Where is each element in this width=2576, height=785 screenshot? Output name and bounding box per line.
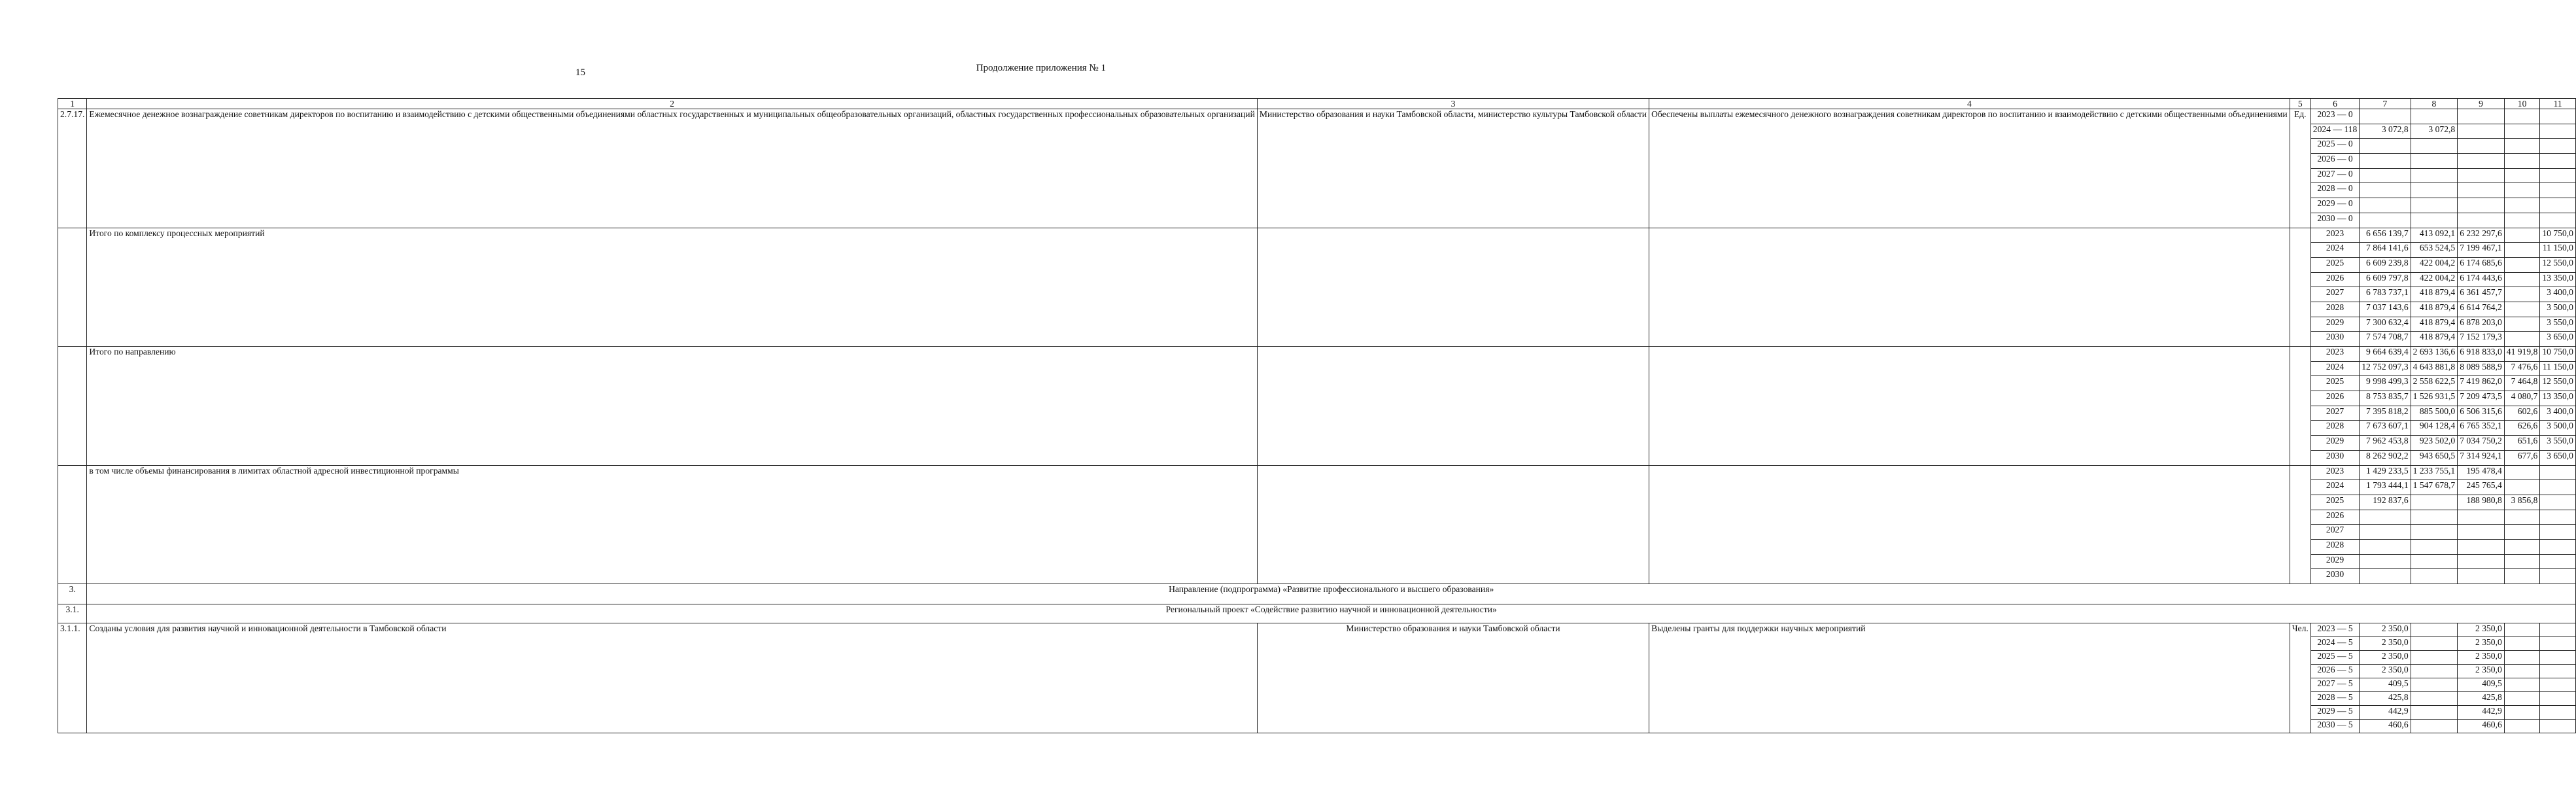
row-executor bbox=[1257, 228, 1649, 347]
value-cell bbox=[2540, 124, 2576, 139]
value-cell: 9 664 639,4 bbox=[2360, 347, 2411, 362]
value-cell: 7 395 818,2 bbox=[2360, 406, 2411, 421]
value-cell bbox=[2504, 539, 2540, 554]
value-cell: 6 614 764,2 bbox=[2458, 302, 2505, 317]
value-cell: 6 918 833,0 bbox=[2458, 347, 2505, 362]
value-cell: 651,6 bbox=[2504, 436, 2540, 451]
value-cell: 41 919,8 bbox=[2504, 347, 2540, 362]
value-cell bbox=[2411, 168, 2458, 183]
year-cell: 2029 — 0 bbox=[2310, 198, 2359, 213]
value-cell bbox=[2540, 569, 2576, 584]
value-cell: 425,8 bbox=[2458, 692, 2505, 706]
row-name: в том числе объемы финансирования в лимитах областной адресной инвестиционной программы bbox=[87, 465, 1257, 584]
continuation-note: Продолжение приложения № 1 bbox=[976, 63, 1106, 73]
year-cell: 2030 bbox=[2310, 332, 2359, 347]
value-cell bbox=[2504, 465, 2540, 480]
value-cell: 460,6 bbox=[2360, 720, 2411, 733]
value-cell bbox=[2540, 495, 2576, 510]
value-cell bbox=[2540, 554, 2576, 569]
value-cell: 1 547 678,7 bbox=[2411, 480, 2458, 495]
column-number-1: 1 bbox=[58, 99, 87, 109]
value-cell bbox=[2411, 554, 2458, 569]
year-cell: 2028 — 5 bbox=[2310, 692, 2359, 706]
value-cell bbox=[2360, 569, 2411, 584]
value-cell: 442,9 bbox=[2360, 706, 2411, 720]
value-cell bbox=[2411, 623, 2458, 637]
value-cell: 10 750,0 bbox=[2540, 347, 2576, 362]
column-number-9: 9 bbox=[2458, 99, 2505, 109]
value-cell bbox=[2504, 510, 2540, 525]
value-cell bbox=[2504, 692, 2540, 706]
column-number-row bbox=[58, 99, 2576, 109]
year-cell: 2023 bbox=[2310, 228, 2359, 243]
value-cell bbox=[2504, 154, 2540, 169]
value-cell bbox=[2504, 124, 2540, 139]
value-cell: 188 980,8 bbox=[2458, 495, 2505, 510]
row-code bbox=[58, 465, 87, 584]
value-cell: 8 262 902,2 bbox=[2360, 450, 2411, 465]
value-cell bbox=[2360, 154, 2411, 169]
value-cell: 422 004,2 bbox=[2411, 272, 2458, 287]
value-cell bbox=[2504, 302, 2540, 317]
year-cell: 2027 bbox=[2310, 287, 2359, 302]
value-cell bbox=[2458, 124, 2505, 139]
value-cell bbox=[2540, 213, 2576, 228]
value-cell bbox=[2540, 623, 2576, 637]
value-cell: 418 879,4 bbox=[2411, 287, 2458, 302]
value-cell: 7 199 467,1 bbox=[2458, 243, 2505, 258]
value-cell bbox=[2360, 510, 2411, 525]
value-cell: 3 550,0 bbox=[2540, 317, 2576, 332]
value-cell: 7 314 924,1 bbox=[2458, 450, 2505, 465]
row-code: 2.7.17. bbox=[58, 109, 87, 228]
value-cell bbox=[2458, 183, 2505, 198]
value-cell bbox=[2458, 525, 2505, 540]
value-cell bbox=[2540, 706, 2576, 720]
value-cell bbox=[2411, 154, 2458, 169]
value-cell bbox=[2504, 317, 2540, 332]
value-cell bbox=[2458, 154, 2505, 169]
value-cell bbox=[2360, 525, 2411, 540]
value-cell bbox=[2458, 109, 2505, 124]
year-cell: 2026 — 0 bbox=[2310, 154, 2359, 169]
value-cell bbox=[2504, 272, 2540, 287]
value-cell bbox=[2504, 109, 2540, 124]
value-cell bbox=[2411, 510, 2458, 525]
value-cell: 192 837,6 bbox=[2360, 495, 2411, 510]
value-cell bbox=[2458, 139, 2505, 154]
table-row bbox=[58, 228, 2576, 243]
row-unit bbox=[2290, 228, 2310, 347]
value-cell: 6 609 797,8 bbox=[2360, 272, 2411, 287]
value-cell: 2 350,0 bbox=[2360, 623, 2411, 637]
row-executor bbox=[1257, 465, 1649, 584]
value-cell bbox=[2458, 168, 2505, 183]
value-cell bbox=[2458, 510, 2505, 525]
value-cell bbox=[2540, 651, 2576, 665]
value-cell: 2 350,0 bbox=[2360, 665, 2411, 678]
value-cell: 4 643 881,8 bbox=[2411, 361, 2458, 376]
value-cell: 413 092,1 bbox=[2411, 228, 2458, 243]
value-cell bbox=[2504, 569, 2540, 584]
column-number-10: 10 bbox=[2504, 99, 2540, 109]
value-cell bbox=[2540, 665, 2576, 678]
value-cell: 1 429 233,5 bbox=[2360, 465, 2411, 480]
year-cell: 2029 — 5 bbox=[2310, 706, 2359, 720]
row-name: Итого по направлению bbox=[87, 347, 1257, 466]
year-cell: 2030 — 0 bbox=[2310, 213, 2359, 228]
value-cell bbox=[2504, 651, 2540, 665]
value-cell bbox=[2411, 539, 2458, 554]
value-cell: 8 089 588,9 bbox=[2458, 361, 2505, 376]
value-cell: 6 506 315,6 bbox=[2458, 406, 2505, 421]
year-cell: 2029 bbox=[2310, 554, 2359, 569]
value-cell bbox=[2540, 539, 2576, 554]
year-cell: 2029 bbox=[2310, 436, 2359, 451]
value-cell bbox=[2458, 569, 2505, 584]
value-cell: 7 464,8 bbox=[2504, 376, 2540, 391]
value-cell bbox=[2411, 109, 2458, 124]
value-cell: 7 300 632,4 bbox=[2360, 317, 2411, 332]
value-cell bbox=[2411, 651, 2458, 665]
row-result: Выделены гранты для поддержки научных мероприятий bbox=[1649, 623, 2290, 733]
year-cell: 2028 — 0 bbox=[2310, 183, 2359, 198]
value-cell bbox=[2360, 554, 2411, 569]
value-cell: 904 128,4 bbox=[2411, 421, 2458, 436]
value-cell bbox=[2360, 213, 2411, 228]
value-cell: 6 783 737,1 bbox=[2360, 287, 2411, 302]
row-executor: Министерство образования и науки Тамбовской области, министерство культуры Тамбовской области bbox=[1257, 109, 1649, 228]
row-executor: Министерство образования и науки Тамбовской области bbox=[1257, 623, 1649, 733]
value-cell: 943 650,5 bbox=[2411, 450, 2458, 465]
value-cell: 3 400,0 bbox=[2540, 287, 2576, 302]
value-cell: 2 558 622,5 bbox=[2411, 376, 2458, 391]
value-cell bbox=[2504, 213, 2540, 228]
table-row bbox=[58, 465, 2576, 480]
value-cell bbox=[2360, 183, 2411, 198]
value-cell bbox=[2540, 510, 2576, 525]
value-cell bbox=[2540, 720, 2576, 733]
column-number-5: 5 bbox=[2290, 99, 2310, 109]
value-cell: 10 750,0 bbox=[2540, 228, 2576, 243]
value-cell: 195 478,4 bbox=[2458, 465, 2505, 480]
value-cell bbox=[2411, 706, 2458, 720]
row-result bbox=[1649, 347, 2290, 466]
value-cell bbox=[2411, 495, 2458, 510]
row-code: 3.1.1. bbox=[58, 623, 87, 733]
value-cell: 6 174 685,6 bbox=[2458, 257, 2505, 272]
page-number: 15 bbox=[575, 67, 585, 78]
column-number-2: 2 bbox=[87, 99, 1257, 109]
value-cell: 12 752 097,3 bbox=[2360, 361, 2411, 376]
value-cell: 12 550,0 bbox=[2540, 376, 2576, 391]
value-cell bbox=[2411, 183, 2458, 198]
value-cell: 11 150,0 bbox=[2540, 361, 2576, 376]
value-cell: 3 500,0 bbox=[2540, 421, 2576, 436]
table-row bbox=[58, 347, 2576, 362]
value-cell: 3 500,0 bbox=[2540, 302, 2576, 317]
year-cell: 2027 — 0 bbox=[2310, 168, 2359, 183]
value-cell: 11 150,0 bbox=[2540, 243, 2576, 258]
value-cell bbox=[2411, 720, 2458, 733]
table-row bbox=[58, 109, 2576, 124]
value-cell bbox=[2504, 554, 2540, 569]
value-cell bbox=[2504, 525, 2540, 540]
value-cell bbox=[2411, 569, 2458, 584]
row-name: Итого по комплексу процессных мероприятий bbox=[87, 228, 1257, 347]
row-name: Ежемесячное денежное вознаграждение советникам директоров по воспитанию и взаимодействию с детскими общественными объединениями областных государственных и муниципальных общеобразовательных организаций, областных государственных профессиональных образовательных организаций bbox=[87, 109, 1257, 228]
row-unit: Чел. bbox=[2290, 623, 2310, 733]
value-cell: 653 524,5 bbox=[2411, 243, 2458, 258]
year-cell: 2028 bbox=[2310, 421, 2359, 436]
value-cell: 245 765,4 bbox=[2458, 480, 2505, 495]
value-cell: 6 765 352,1 bbox=[2458, 421, 2505, 436]
value-cell: 1 233 755,1 bbox=[2411, 465, 2458, 480]
value-cell: 677,6 bbox=[2504, 450, 2540, 465]
value-cell: 3 856,8 bbox=[2504, 495, 2540, 510]
year-cell: 2030 bbox=[2310, 450, 2359, 465]
value-cell: 7 962 453,8 bbox=[2360, 436, 2411, 451]
column-number-7: 7 bbox=[2360, 99, 2411, 109]
value-cell: 418 879,4 bbox=[2411, 317, 2458, 332]
value-cell: 7 209 473,5 bbox=[2458, 391, 2505, 406]
value-cell: 2 350,0 bbox=[2458, 623, 2505, 637]
value-cell bbox=[2411, 525, 2458, 540]
value-cell: 442,9 bbox=[2458, 706, 2505, 720]
value-cell bbox=[2504, 183, 2540, 198]
year-cell: 2024 bbox=[2310, 480, 2359, 495]
value-cell: 9 998 499,3 bbox=[2360, 376, 2411, 391]
subsection-row bbox=[58, 604, 2576, 623]
value-cell: 7 037 143,6 bbox=[2360, 302, 2411, 317]
value-cell bbox=[2540, 109, 2576, 124]
subsection-title: Региональный проект «Содействие развитию научной и инновационной деятельности» bbox=[87, 604, 2576, 623]
year-cell: 2023 — 0 bbox=[2310, 109, 2359, 124]
value-cell: 3 400,0 bbox=[2540, 406, 2576, 421]
value-cell: 13 350,0 bbox=[2540, 391, 2576, 406]
row-unit: Ед. bbox=[2290, 109, 2310, 228]
subsection-code: 3.1. bbox=[58, 604, 87, 623]
year-cell: 2024 — 118 bbox=[2310, 124, 2359, 139]
value-cell bbox=[2360, 198, 2411, 213]
value-cell: 2 693 136,6 bbox=[2411, 347, 2458, 362]
value-cell: 923 502,0 bbox=[2411, 436, 2458, 451]
year-cell: 2025 — 5 bbox=[2310, 651, 2359, 665]
value-cell bbox=[2411, 665, 2458, 678]
value-cell: 12 550,0 bbox=[2540, 257, 2576, 272]
column-number-8: 8 bbox=[2411, 99, 2458, 109]
value-cell: 6 174 443,6 bbox=[2458, 272, 2505, 287]
financing-table bbox=[58, 98, 2576, 733]
row-code bbox=[58, 228, 87, 347]
value-cell: 6 656 139,7 bbox=[2360, 228, 2411, 243]
value-cell: 7 034 750,2 bbox=[2458, 436, 2505, 451]
year-cell: 2027 bbox=[2310, 525, 2359, 540]
value-cell bbox=[2504, 332, 2540, 347]
value-cell: 418 879,4 bbox=[2411, 302, 2458, 317]
year-cell: 2024 bbox=[2310, 361, 2359, 376]
value-cell bbox=[2360, 168, 2411, 183]
value-cell: 425,8 bbox=[2360, 692, 2411, 706]
value-cell bbox=[2360, 109, 2411, 124]
value-cell bbox=[2504, 243, 2540, 258]
year-cell: 2028 bbox=[2310, 539, 2359, 554]
year-cell: 2025 — 0 bbox=[2310, 139, 2359, 154]
value-cell: 2 350,0 bbox=[2458, 665, 2505, 678]
value-cell: 409,5 bbox=[2458, 678, 2505, 692]
value-cell: 602,6 bbox=[2504, 406, 2540, 421]
value-cell: 7 673 607,1 bbox=[2360, 421, 2411, 436]
value-cell bbox=[2504, 287, 2540, 302]
value-cell bbox=[2458, 198, 2505, 213]
value-cell bbox=[2540, 525, 2576, 540]
value-cell bbox=[2504, 228, 2540, 243]
value-cell bbox=[2504, 480, 2540, 495]
value-cell bbox=[2504, 706, 2540, 720]
year-cell: 2025 bbox=[2310, 376, 2359, 391]
row-name: Созданы условия для развития научной и инновационной деятельности в Тамбовской области bbox=[87, 623, 1257, 733]
value-cell bbox=[2540, 480, 2576, 495]
value-cell: 885 500,0 bbox=[2411, 406, 2458, 421]
value-cell: 422 004,2 bbox=[2411, 257, 2458, 272]
table-row bbox=[58, 623, 2576, 637]
value-cell bbox=[2504, 623, 2540, 637]
value-cell bbox=[2360, 539, 2411, 554]
year-cell: 2026 — 5 bbox=[2310, 665, 2359, 678]
year-cell: 2023 — 5 bbox=[2310, 623, 2359, 637]
row-unit bbox=[2290, 465, 2310, 584]
column-number-4: 4 bbox=[1649, 99, 2290, 109]
value-cell: 3 072,8 bbox=[2360, 124, 2411, 139]
value-cell bbox=[2458, 539, 2505, 554]
year-cell: 2024 — 5 bbox=[2310, 637, 2359, 651]
value-cell bbox=[2540, 139, 2576, 154]
value-cell: 409,5 bbox=[2360, 678, 2411, 692]
value-cell: 2 350,0 bbox=[2458, 637, 2505, 651]
value-cell bbox=[2504, 665, 2540, 678]
value-cell: 7 864 141,6 bbox=[2360, 243, 2411, 258]
value-cell: 1 526 931,5 bbox=[2411, 391, 2458, 406]
value-cell bbox=[2504, 720, 2540, 733]
value-cell bbox=[2411, 692, 2458, 706]
year-cell: 2030 — 5 bbox=[2310, 720, 2359, 733]
year-cell: 2023 bbox=[2310, 465, 2359, 480]
column-number-6: 6 bbox=[2310, 99, 2359, 109]
value-cell bbox=[2540, 692, 2576, 706]
value-cell bbox=[2411, 198, 2458, 213]
value-cell bbox=[2360, 139, 2411, 154]
value-cell bbox=[2504, 139, 2540, 154]
value-cell bbox=[2458, 554, 2505, 569]
row-result: Обеспечены выплаты ежемесячного денежного вознаграждения советникам директоров по воспитанию и взаимодействию с детскими общественными объединениями bbox=[1649, 109, 2290, 228]
value-cell: 7 152 179,3 bbox=[2458, 332, 2505, 347]
value-cell bbox=[2504, 257, 2540, 272]
value-cell: 2 350,0 bbox=[2458, 651, 2505, 665]
value-cell: 6 232 297,6 bbox=[2458, 228, 2505, 243]
row-result bbox=[1649, 465, 2290, 584]
value-cell: 4 080,7 bbox=[2504, 391, 2540, 406]
value-cell: 418 879,4 bbox=[2411, 332, 2458, 347]
year-cell: 2027 bbox=[2310, 406, 2359, 421]
value-cell bbox=[2411, 213, 2458, 228]
table-body bbox=[58, 99, 2576, 733]
value-cell: 13 350,0 bbox=[2540, 272, 2576, 287]
row-unit bbox=[2290, 347, 2310, 466]
row-result bbox=[1649, 228, 2290, 347]
section-title: Направление (подпрограмма) «Развитие профессионального и высшего образования» bbox=[87, 584, 2576, 604]
value-cell: 460,6 bbox=[2458, 720, 2505, 733]
value-cell: 3 650,0 bbox=[2540, 450, 2576, 465]
value-cell bbox=[2504, 168, 2540, 183]
value-cell: 2 350,0 bbox=[2360, 637, 2411, 651]
year-cell: 2026 bbox=[2310, 272, 2359, 287]
column-number-3: 3 bbox=[1257, 99, 1649, 109]
value-cell: 7 419 862,0 bbox=[2458, 376, 2505, 391]
value-cell bbox=[2540, 465, 2576, 480]
year-cell: 2025 bbox=[2310, 257, 2359, 272]
value-cell bbox=[2540, 154, 2576, 169]
row-code bbox=[58, 347, 87, 466]
value-cell bbox=[2504, 198, 2540, 213]
year-cell: 2027 — 5 bbox=[2310, 678, 2359, 692]
value-cell: 1 793 444,1 bbox=[2360, 480, 2411, 495]
year-cell: 2025 bbox=[2310, 495, 2359, 510]
value-cell bbox=[2540, 637, 2576, 651]
value-cell bbox=[2540, 183, 2576, 198]
value-cell: 8 753 835,7 bbox=[2360, 391, 2411, 406]
value-cell: 6 361 457,7 bbox=[2458, 287, 2505, 302]
value-cell bbox=[2540, 198, 2576, 213]
value-cell: 3 650,0 bbox=[2540, 332, 2576, 347]
year-cell: 2028 bbox=[2310, 302, 2359, 317]
value-cell: 626,6 bbox=[2504, 421, 2540, 436]
value-cell: 6 878 203,0 bbox=[2458, 317, 2505, 332]
year-cell: 2030 bbox=[2310, 569, 2359, 584]
section-code: 3. bbox=[58, 584, 87, 604]
section-row bbox=[58, 584, 2576, 604]
value-cell: 2 350,0 bbox=[2360, 651, 2411, 665]
value-cell bbox=[2458, 213, 2505, 228]
year-cell: 2026 bbox=[2310, 391, 2359, 406]
value-cell: 3 550,0 bbox=[2540, 436, 2576, 451]
value-cell bbox=[2411, 678, 2458, 692]
value-cell: 7 574 708,7 bbox=[2360, 332, 2411, 347]
value-cell: 3 072,8 bbox=[2411, 124, 2458, 139]
value-cell bbox=[2411, 637, 2458, 651]
year-cell: 2024 bbox=[2310, 243, 2359, 258]
value-cell bbox=[2504, 637, 2540, 651]
year-cell: 2026 bbox=[2310, 510, 2359, 525]
value-cell: 6 609 239,8 bbox=[2360, 257, 2411, 272]
column-number-11: 11 bbox=[2540, 99, 2576, 109]
value-cell: 7 476,6 bbox=[2504, 361, 2540, 376]
year-cell: 2023 bbox=[2310, 347, 2359, 362]
year-cell: 2029 bbox=[2310, 317, 2359, 332]
value-cell bbox=[2411, 139, 2458, 154]
value-cell bbox=[2540, 168, 2576, 183]
value-cell bbox=[2540, 678, 2576, 692]
value-cell bbox=[2504, 678, 2540, 692]
row-executor bbox=[1257, 347, 1649, 466]
